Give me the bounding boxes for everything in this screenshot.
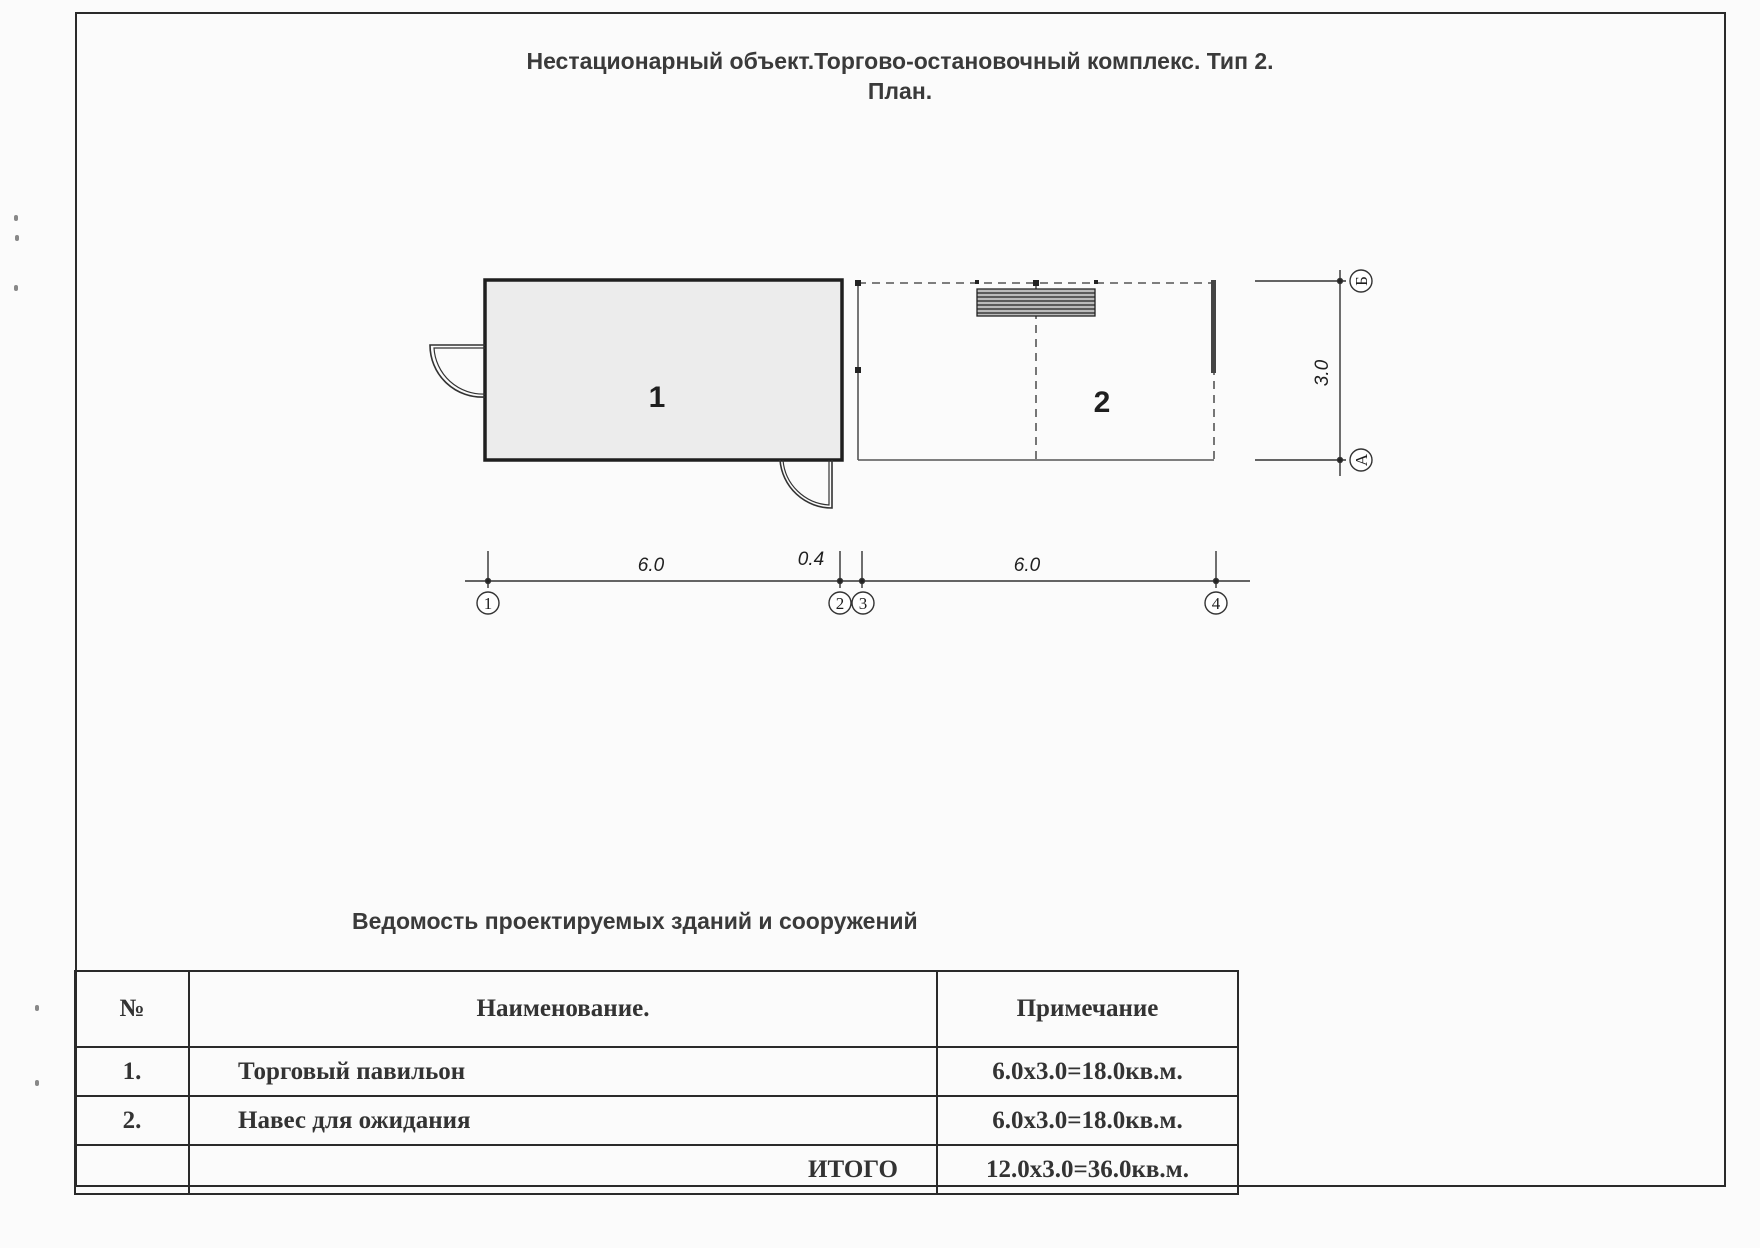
row-note: 6.0x3.0=18.0кв.м. [937, 1047, 1238, 1096]
axis-3-label: 3 [858, 594, 868, 613]
row-number: 2. [75, 1096, 189, 1145]
dim-gap: 0.4 [797, 549, 825, 570]
bench-icon [977, 289, 1095, 316]
row-note: 6.0x3.0=18.0кв.м. [937, 1096, 1238, 1145]
axis-b-label: Б [1352, 276, 1371, 286]
dim-pavilion-width: 6.0 [637, 555, 665, 576]
total-label: ИТОГО [189, 1145, 937, 1194]
buildings-schedule-table [74, 970, 1239, 1195]
table-row [75, 1047, 1238, 1096]
table-total-row [75, 1145, 1238, 1194]
side-panel [1211, 280, 1216, 373]
drawing-title: Нестационарный объект.Торгово-остановочный комплекс. Тип 2. [526, 48, 1274, 74]
row-name: Навес для ожидания [189, 1096, 937, 1145]
header-note: Примечание [937, 971, 1238, 1047]
drawing-subtitle: План. [867, 78, 933, 104]
scan-mark [35, 1080, 39, 1086]
row-name: Торговый павильон [189, 1047, 937, 1096]
table-header-row [75, 971, 1238, 1047]
scan-mark [35, 1005, 39, 1011]
axis-4-label: 4 [1211, 594, 1221, 613]
dim-depth: 3.0 [1312, 359, 1333, 387]
table-row [75, 1096, 1238, 1145]
dim-canopy-width: 6.0 [1013, 555, 1041, 576]
pavilion-outline [485, 280, 842, 460]
bottom-door-swing [780, 460, 832, 508]
header-name: Наименование. [189, 971, 937, 1047]
header-number: № [75, 971, 189, 1047]
room-1-label: 1 [648, 381, 666, 414]
scan-mark [15, 235, 19, 241]
axis-a-label: А [1352, 453, 1371, 467]
axis-2-label: 2 [835, 594, 845, 613]
total-note: 12.0x3.0=36.0кв.м. [937, 1145, 1238, 1194]
scan-mark [14, 215, 18, 221]
room-2-label: 2 [1093, 386, 1111, 419]
scan-mark [14, 285, 18, 291]
row-number: 1. [75, 1047, 189, 1096]
horizontal-dimension [465, 551, 1250, 588]
axis-1-label: 1 [483, 594, 493, 613]
schedule-title: Ведомость проектируемых зданий и сооружений [352, 908, 918, 934]
left-door-swing [430, 345, 485, 397]
